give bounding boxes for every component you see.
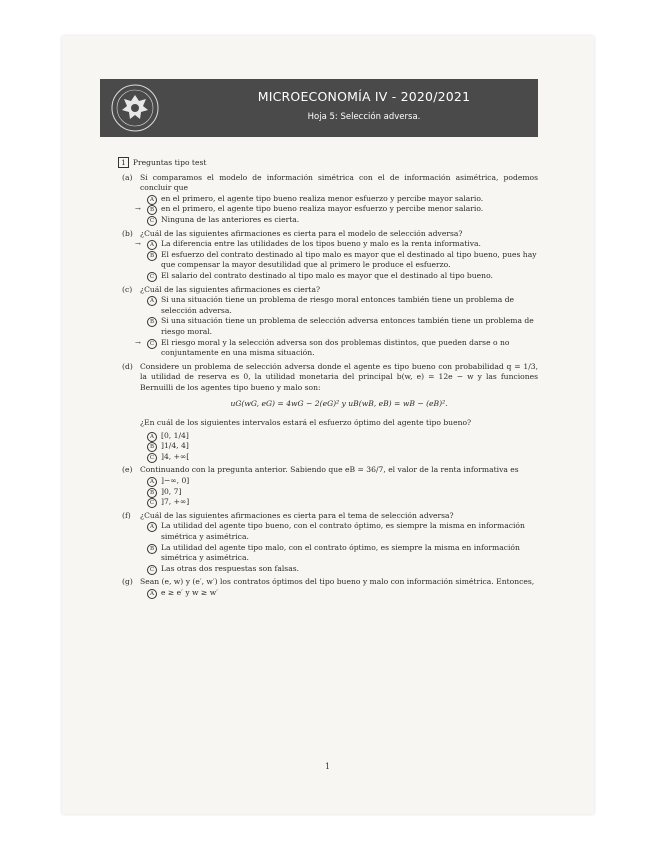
option-text: El riesgo moral y la selección adversa son dos problemas distintos, que pueden darse o no conjuntamente en una misma situación. xyxy=(161,337,510,358)
answer-option xyxy=(118,441,538,452)
answer-option xyxy=(118,452,538,463)
option-letter-circle: C xyxy=(147,453,157,463)
option-letter-circle: B xyxy=(147,251,157,261)
answer-option xyxy=(118,521,538,542)
option-text: Si una situación tiene un problema de selección adversa entonces también tiene un problema de riesgo moral. xyxy=(161,316,534,336)
document-title: MICROECONOMÍA IV - 2020/2021 xyxy=(257,89,471,104)
answer-option xyxy=(118,564,538,575)
handwritten-arrow-icon: → xyxy=(135,205,141,214)
option-text: ]−∞, 0] xyxy=(161,476,190,486)
header-banner xyxy=(100,79,538,137)
answer-option xyxy=(118,204,538,215)
question-followup: ¿En cuál de los siguientes intervalos estará el esfuerzo óptimo del agente tipo bueno? xyxy=(140,418,472,428)
question-label: (b) xyxy=(122,228,133,238)
question-text: Considere un problema de selección adversa donde el agente es tipo bueno con probabilidad q = 1/3, la utilidad de reserva es 0, la utilidad monetaria del principal b(w, e) = 12e − w y las funciones Bernuilli de los agentes tipo bueno y malo son: xyxy=(140,361,538,392)
option-letter-circle: B xyxy=(147,205,157,215)
option-letter-circle: B xyxy=(147,488,157,498)
section-number: 1 xyxy=(118,157,129,168)
option-letter-circle: B xyxy=(147,442,157,452)
option-letter-circle: A xyxy=(147,195,157,205)
question-label: (d) xyxy=(122,361,133,371)
answer-option xyxy=(118,588,538,599)
option-letter-circle: C xyxy=(147,565,157,575)
answer-option xyxy=(118,250,538,271)
question-d xyxy=(118,362,538,463)
option-text: Las otras dos respuestas son falsas. xyxy=(161,563,300,573)
answer-option xyxy=(118,487,538,498)
option-text: Ninguna de las anteriores es cierta. xyxy=(161,214,300,224)
option-letter-circle: A xyxy=(147,296,157,306)
option-letter-circle: C xyxy=(147,272,157,282)
question-label: (e) xyxy=(122,465,133,475)
answer-option xyxy=(118,543,538,564)
answer-option xyxy=(118,271,538,282)
option-text: La utilidad del agente tipo bueno, con el contrato óptimo, es siempre la misma en información simétrica y asimétrica. xyxy=(161,521,525,541)
answer-option xyxy=(118,431,538,442)
formula: uG(wG, eG) = 4wG − 2(eG)² y uB(wB, eB) = wB − (eB)². xyxy=(230,399,448,409)
option-letter-circle: A xyxy=(147,432,157,442)
question-g xyxy=(118,577,538,598)
option-text: La diferencia entre las utilidades de los tipos bueno y malo es la renta informativa. xyxy=(161,239,481,249)
handwritten-arrow-icon: → xyxy=(135,240,141,249)
document-body xyxy=(118,157,538,602)
section-heading xyxy=(118,157,538,169)
option-letter-circle: C xyxy=(147,216,157,226)
option-text: ]1/4, 4] xyxy=(161,441,189,451)
option-letter-circle: A xyxy=(147,589,157,599)
answer-option xyxy=(118,194,538,205)
handwritten-arrow-icon: → xyxy=(135,338,141,347)
page-number: 1 xyxy=(324,762,331,771)
option-text: La utilidad del agente tipo malo, con el contrato óptimo, es siempre la misma en información simétrica y asimétrica. xyxy=(161,542,520,563)
answer-option xyxy=(118,476,538,487)
option-letter-circle: A xyxy=(147,240,157,250)
answer-option xyxy=(118,497,538,508)
option-text: ]7, +∞] xyxy=(161,497,190,507)
option-letter-circle: B xyxy=(147,544,157,554)
answer-option xyxy=(118,338,538,359)
question-text: Sean (e, w) y (e′, w′) los contratos óptimos del tipo bueno y malo con información simétrica. Entonces, xyxy=(140,577,535,587)
question-a xyxy=(118,173,538,226)
document-subtitle: Hoja 5: Selección adversa. xyxy=(307,112,421,122)
option-text: Si una situación tiene un problema de riesgo moral entonces también tiene un problema de selección adversa. xyxy=(161,295,515,315)
option-letter-circle: C xyxy=(147,339,157,349)
answer-option xyxy=(118,316,538,337)
question-text: ¿Cuál de las siguientes afirmaciones es cierta para el tema de selección adversa? xyxy=(140,510,454,520)
question-label: (g) xyxy=(122,577,133,587)
option-letter-circle: A xyxy=(147,477,157,487)
option-letter-circle: B xyxy=(147,317,157,327)
question-text: ¿Cuál de las siguientes afirmaciones es cierta? xyxy=(140,284,321,294)
question-b xyxy=(118,229,538,282)
section-title: Preguntas tipo test xyxy=(132,158,207,167)
option-text: [0, 1/4] xyxy=(161,430,189,440)
answer-option xyxy=(118,215,538,226)
question-f xyxy=(118,511,538,575)
answer-option xyxy=(118,239,538,250)
question-text: Si comparamos el modelo de información simétrica con el de información asimétrica, podemos concluir que xyxy=(140,172,538,193)
question-label: (f) xyxy=(122,510,131,520)
option-text: e ≥ e′ y w ≥ w′ xyxy=(161,587,218,597)
option-text: El salario del contrato destinado al tipo malo es mayor que el destinado al tipo bueno. xyxy=(161,270,493,280)
answer-option xyxy=(118,295,538,316)
question-e xyxy=(118,465,538,507)
option-text: ]0, 7] xyxy=(161,486,182,496)
option-letter-circle: A xyxy=(147,522,157,532)
question-text: Continuando con la pregunta anterior. Sabiendo que eB = 36/7, el valor de la renta informativa es xyxy=(140,465,519,475)
option-text: en el primero, el agente tipo bueno realiza menor esfuerzo y percibe mayor salario. xyxy=(161,193,484,203)
option-text: en el primero, el agente tipo bueno realiza mayor esfuerzo y percibe menor salario. xyxy=(161,204,484,214)
question-label: (a) xyxy=(122,172,133,182)
question-label: (c) xyxy=(122,284,133,294)
option-text: ]4, +∞[ xyxy=(161,451,190,461)
option-text: El esfuerzo del contrato destinado al tipo malo es mayor que el destinado al tipo bueno, pues hay que compensar la mayor desutilidad que al primero le produce el esfuerzo. xyxy=(161,249,537,270)
question-text: ¿Cuál de las siguientes afirmaciones es cierta para el modelo de selección adversa? xyxy=(140,228,463,238)
question-c xyxy=(118,285,538,359)
question-list xyxy=(118,173,538,599)
option-letter-circle: C xyxy=(147,498,157,508)
